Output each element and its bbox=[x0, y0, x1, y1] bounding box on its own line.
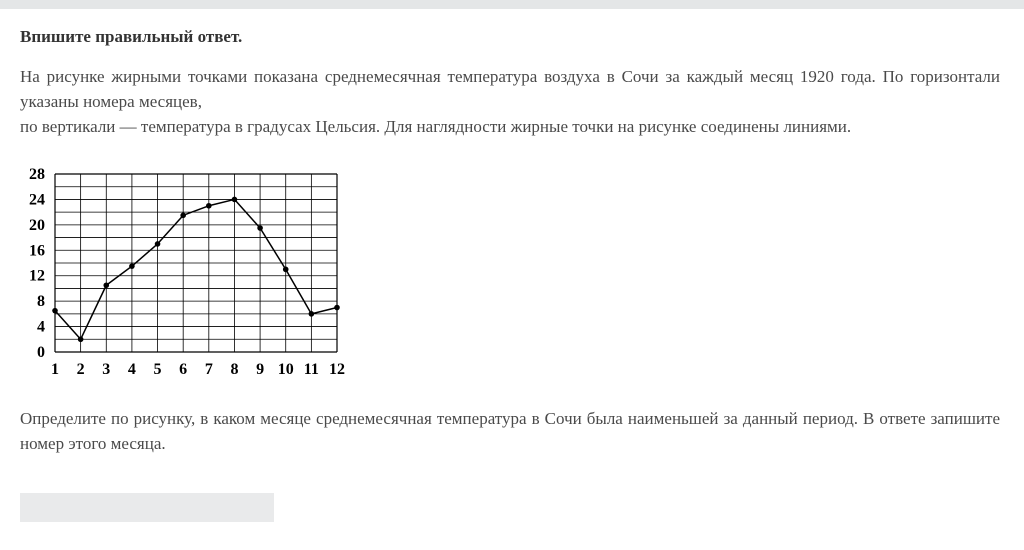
data-point bbox=[257, 225, 263, 231]
data-point bbox=[52, 308, 58, 314]
y-tick-label: 4 bbox=[37, 318, 45, 336]
x-tick-label: 9 bbox=[256, 361, 265, 378]
y-tick-label: 28 bbox=[29, 166, 45, 183]
x-tick-label: 11 bbox=[303, 361, 319, 378]
data-point bbox=[78, 336, 84, 342]
y-tick-label: 24 bbox=[29, 191, 45, 209]
data-point bbox=[180, 213, 186, 219]
series-segment bbox=[55, 311, 81, 340]
series-segment bbox=[158, 215, 184, 244]
problem-text bbox=[20, 64, 1000, 139]
x-tick-label: 8 bbox=[230, 361, 239, 378]
answer-input[interactable] bbox=[20, 493, 274, 522]
series-segment bbox=[209, 199, 235, 205]
series-segment bbox=[234, 199, 260, 228]
x-tick-label: 4 bbox=[127, 361, 136, 378]
x-tick-label: 1 bbox=[51, 361, 59, 378]
y-tick-label: 12 bbox=[29, 267, 45, 285]
y-tick-labels bbox=[29, 166, 45, 361]
top-bar bbox=[0, 0, 1024, 9]
data-point bbox=[206, 203, 212, 209]
y-tick-label: 8 bbox=[37, 293, 45, 311]
temperature-chart bbox=[20, 160, 360, 385]
series-segment bbox=[81, 285, 107, 339]
x-tick-label: 2 bbox=[76, 361, 85, 378]
y-tick-label: 0 bbox=[37, 344, 45, 361]
x-tick-labels bbox=[51, 361, 345, 378]
x-tick-label: 6 bbox=[179, 361, 188, 378]
data-point bbox=[283, 267, 289, 273]
data-point bbox=[334, 305, 340, 311]
x-tick-label: 5 bbox=[153, 361, 162, 378]
question-text: Определите по рисунку, в каком месяце среднемесячная температура в Сочи была наименьшей за данный период. В ответе запишите номер этого месяца. bbox=[20, 409, 1000, 453]
problem-line-2: по вертикали — температура в градусах Цельсия. Для наглядности жирные точки на рисунке соединены линиями. bbox=[20, 117, 852, 136]
x-tick-label: 3 bbox=[102, 361, 111, 378]
instruction-heading: Впишите правильный ответ. bbox=[20, 27, 243, 46]
chart-svg bbox=[20, 160, 360, 385]
chart-grid bbox=[55, 174, 337, 352]
data-point bbox=[155, 241, 161, 247]
data-point bbox=[232, 197, 238, 203]
x-tick-label: 12 bbox=[329, 361, 345, 378]
x-tick-label: 7 bbox=[204, 361, 213, 378]
data-point bbox=[103, 282, 109, 288]
data-point bbox=[129, 263, 135, 269]
problem-line-1: На рисунке жирными точками показана среднемесячная температура воздуха в Сочи за каждый месяц 1920 года. По горизонтали указаны номера месяцев, bbox=[20, 67, 1000, 111]
series-segment bbox=[183, 206, 209, 216]
y-tick-label: 20 bbox=[29, 216, 45, 234]
data-point bbox=[309, 311, 315, 317]
x-tick-label: 10 bbox=[277, 361, 294, 378]
temperature-series bbox=[52, 197, 340, 342]
series-segment bbox=[311, 308, 337, 314]
y-tick-label: 16 bbox=[29, 242, 45, 260]
